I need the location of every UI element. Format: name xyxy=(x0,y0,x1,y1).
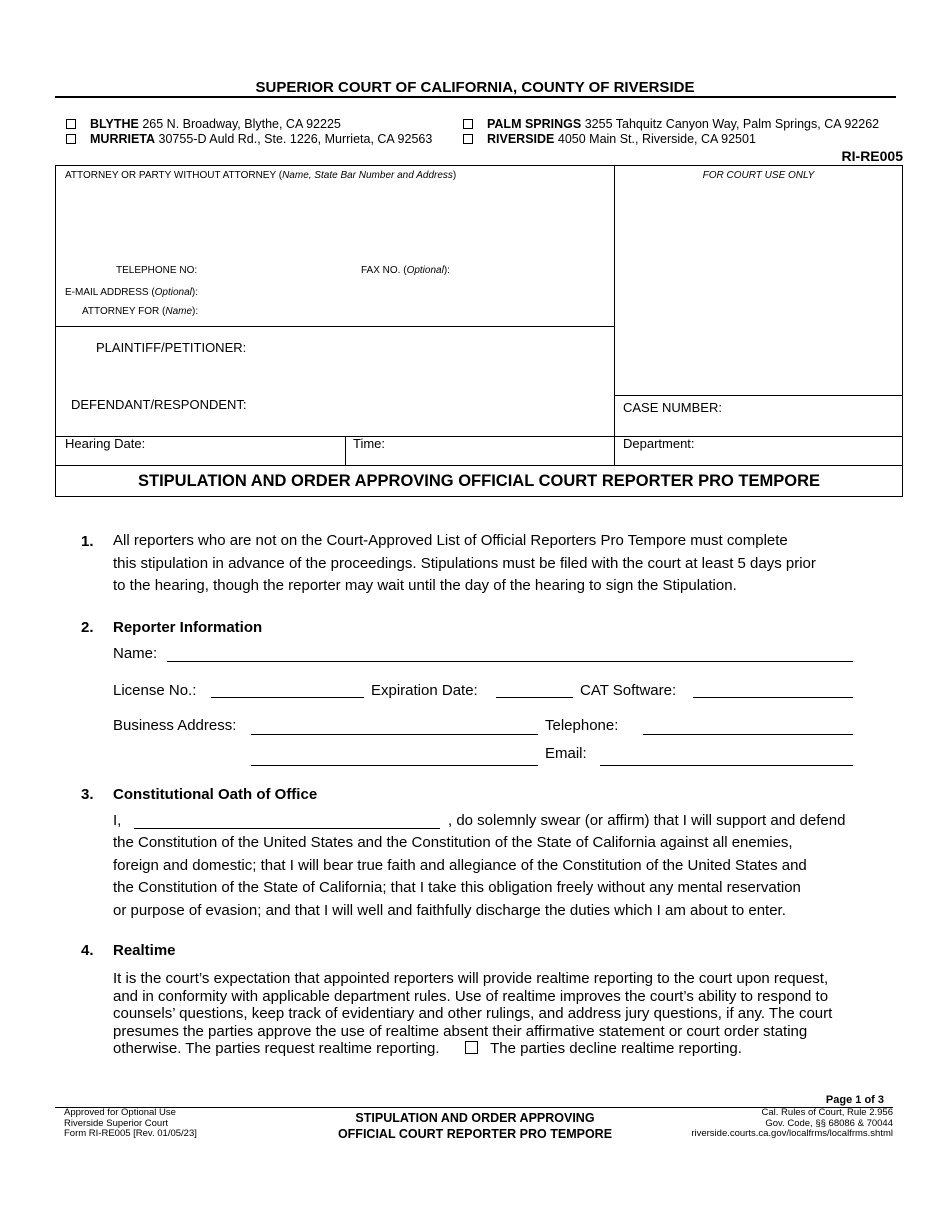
cat-software-label: CAT Software: xyxy=(580,682,677,699)
business-address-label: Business Address: xyxy=(113,717,237,734)
section-4-number: 4. xyxy=(81,942,94,959)
telephone-field-label: Telephone: xyxy=(545,717,619,734)
court-use-divider xyxy=(614,165,615,466)
realtime-text: It is the court’s expectation that appointed reporters will provide realtime reporting to the court upon request, and in conformity with applicable department rules. Use of realtime improves the court’s ability to respond to counsels’ questions, keep track of evidentiary and other rulings, and address jury questions, if any. The court presumes the parties approve the use of realtime absent their affirmative statement or court order stating otherwise. The parties request realtime reporting. The parties decline realtime reporting. xyxy=(113,970,833,1057)
expiration-field[interactable] xyxy=(496,697,573,698)
footer-right: Cal. Rules of Court, Rule 2.956 Gov. Code, §§ 68086 & 70044 riverside.courts.ca.gov/localfrms/localfrms.shtml xyxy=(691,1107,893,1139)
section-4-heading: Realtime xyxy=(113,942,176,959)
email-field-label: Email: xyxy=(545,745,587,762)
cat-software-field[interactable] xyxy=(693,697,853,698)
realtime-last-line: otherwise. The parties request realtime reporting. The parties decline realtime reporting. xyxy=(113,1040,742,1057)
section-1-text: All reporters who are not on the Court-Approved List of Official Reporters Pro Tempore must complete this stipulation in advance of the proceedings. Stipulations must be filed with the court at least 5 days prior to the hearing, though the reporter may wait until the day of the hearing to sign the Stipulation. xyxy=(113,532,816,594)
telephone-label: TELEPHONE NO: xyxy=(116,265,198,276)
page-number: Page 1 of 3 xyxy=(825,1094,884,1106)
license-label: License No.: xyxy=(113,682,197,699)
location-riverside: RIVERSIDE 4050 Main St., Riverside, CA 92501 xyxy=(463,132,756,146)
telephone-field[interactable] xyxy=(643,734,853,735)
form-number: RI-RE005 xyxy=(841,148,903,164)
footer-left: Approved for Optional Use Riverside Superior Court Form RI-RE005 [Rev. 01/05/23] xyxy=(64,1107,197,1139)
time-divider xyxy=(345,436,346,466)
defendant-label: DEFENDANT/RESPONDENT: xyxy=(71,397,247,412)
court-title: SUPERIOR COURT OF CALIFORNIA, COUNTY OF RIVERSIDE xyxy=(255,79,695,96)
business-address-field-2[interactable] xyxy=(251,765,538,766)
section-2-number: 2. xyxy=(81,619,94,636)
section-2-heading: Reporter Information xyxy=(113,619,263,636)
oath-first-line: , do solemnly swear (or affirm) that I will support and defend xyxy=(448,812,846,829)
case-number-rule xyxy=(614,395,903,396)
riverside-checkbox[interactable] xyxy=(463,134,473,144)
email-label: E-MAIL ADDRESS (Optional): xyxy=(65,287,199,298)
name-field[interactable] xyxy=(167,661,853,662)
email-field[interactable] xyxy=(600,765,853,766)
attorney-for-label: ATTORNEY FOR (Name): xyxy=(82,306,199,317)
hearing-date-label: Hearing Date: xyxy=(65,436,146,451)
decline-realtime-checkbox[interactable] xyxy=(465,1041,478,1054)
hearing-row-rule xyxy=(55,436,903,437)
plaintiff-label: PLAINTIFF/PETITIONER: xyxy=(96,340,247,355)
oath-name-field[interactable] xyxy=(134,828,440,829)
department-label: Department: xyxy=(623,436,695,451)
time-label: Time: xyxy=(353,436,386,451)
case-number-label: CASE NUMBER: xyxy=(623,400,722,415)
form-title: STIPULATION AND ORDER APPROVING OFFICIAL COURT REPORTER PRO TEMPORE xyxy=(137,472,821,490)
oath-text: the Constitution of the United States and the Constitution of the State of California against all enemies, foreign and domestic; that I will bear true faith and allegiance of the Constitution of the United States and the Constitution of the State of California; that I take this obligation freely without any mental reservation or purpose of evasion; and that I will well and faithfully discharge the duties which I am about to enter. xyxy=(113,834,807,919)
location-palm-springs: PALM SPRINGS 3255 Tahquitz Canyon Way, Palm Springs, CA 92262 xyxy=(463,117,879,131)
business-address-field[interactable] xyxy=(251,734,538,735)
oath-i-label: I, xyxy=(113,812,122,829)
location-blythe: BLYTHE 265 N. Broadway, Blythe, CA 92225 xyxy=(66,117,341,131)
location-murrieta: MURRIETA 30755-D Auld Rd., Ste. 1226, Murrieta, CA 92563 xyxy=(66,132,432,146)
license-field[interactable] xyxy=(211,697,364,698)
section-1-number: 1. xyxy=(81,533,94,550)
left-tick xyxy=(55,266,56,326)
attorney-label: ATTORNEY OR PARTY WITHOUT ATTORNEY (Name, State Bar Number and Address) xyxy=(65,170,457,181)
fax-label: FAX NO. (Optional): xyxy=(361,265,450,276)
blythe-checkbox[interactable] xyxy=(66,119,76,129)
murrieta-checkbox[interactable] xyxy=(66,134,76,144)
section-3-number: 3. xyxy=(81,786,94,803)
footer-center: STIPULATION AND ORDER APPROVING OFFICIAL COURT REPORTER PRO TEMPORE xyxy=(337,1111,613,1141)
section-3-heading: Constitutional Oath of Office xyxy=(113,786,318,803)
attorney-area-rule xyxy=(55,326,614,327)
header-rule xyxy=(55,96,896,98)
palm-springs-checkbox[interactable] xyxy=(463,119,473,129)
court-use-label: FOR COURT USE ONLY xyxy=(702,170,815,181)
name-label: Name: xyxy=(113,645,158,662)
expiration-label: Expiration Date: xyxy=(371,682,478,699)
